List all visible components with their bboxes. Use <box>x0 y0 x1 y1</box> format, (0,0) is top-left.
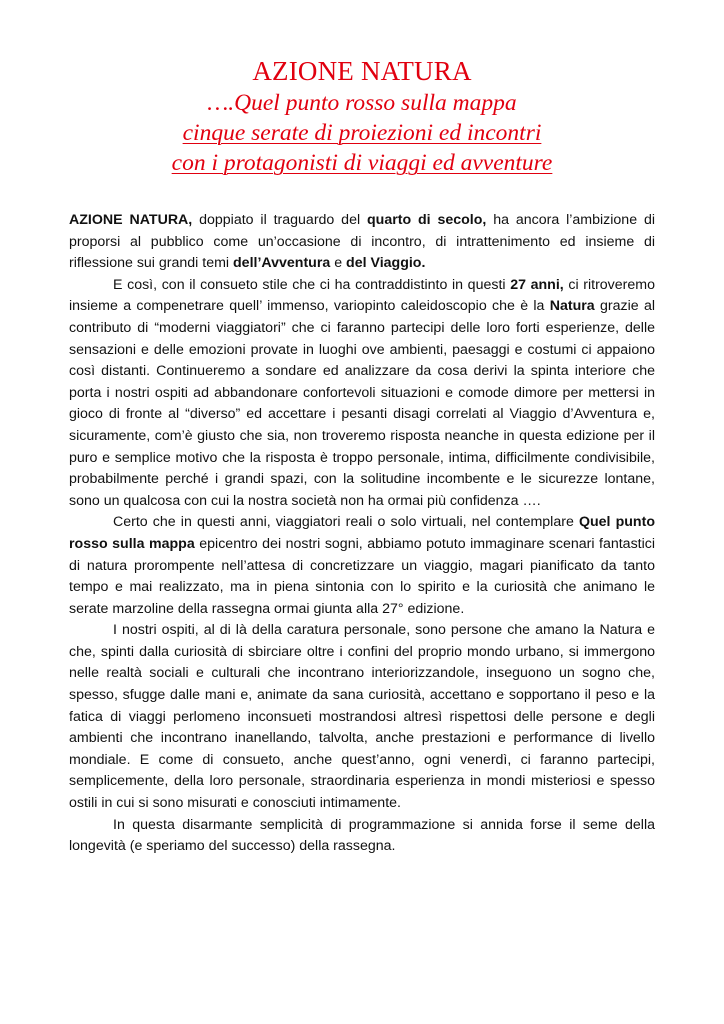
p5-text: In questa disarmante semplicità di programmazione si annida forse il seme della longevità (e speriamo del successo) della rassegna. <box>69 816 655 855</box>
p3-text-b: epicentro dei nostri sogni, abbiamo potuto immaginare scenari fantastici di natura prorompente nell’attesa di concretizzare un viaggio, magari pianificato da tanto tempo e mai realizzato, ma in piena sintonia con lo spirito e la curiosità che animano le serate marzoline della rassegna ormai giunta alla 27° edizione. <box>69 535 655 617</box>
p2-text-a: E così, con il consueto stile che ci ha contraddistinto in questi <box>113 276 511 293</box>
subtitle-line-2: cinque serate di proiezioni ed incontri <box>182 120 542 146</box>
paragraph-5 <box>69 815 655 858</box>
p1-bold-b: dell’Avventura <box>233 255 331 272</box>
p1-text-b: ha ancora l’ambizione di proporsi al pubblico come un’occasione di incontro, di intrattenimento ed insieme di riflessione sui grandi temi <box>69 212 655 272</box>
subtitle-line-1: ….Quel punto rosso sulla mappa <box>207 90 517 116</box>
p1-bold-c: del Viaggio. <box>346 255 426 272</box>
p2-bold-b: Natura <box>549 298 595 315</box>
paragraph-2 <box>69 275 655 513</box>
p1-text-c: e <box>330 255 347 272</box>
paragraph-4 <box>69 620 655 814</box>
p2-bold-a: 27 anni, <box>510 276 564 293</box>
org-name: AZIONE NATURA, <box>69 212 193 228</box>
document-title: AZIONE NATURA <box>252 56 472 86</box>
paragraph-3 <box>69 512 655 620</box>
p2-text-c: grazie al contributo di “moderni viaggiatori” che ci faranno partecipi delle loro forti esperienze, delle sensazioni e delle emozioni provate in luoghi ove ambienti, paesaggi e costumi ci appaiono così distanti. Continueremo a sondare ed analizzare da cosa derivi la spinta interiore che porta i nostri ospiti ad abbandonare confortevoli situazioni e comode dimore per mettersi in gioco di fronte al “diverso” ed accettare i pesanti disagi correlati al Viaggio d’Avventura e, sicuramente, com’è giusto che sia, non troveremo risposta neanche in questa edizione per il puro e semplice motivo che la risposta è troppo personale, intima, difficilmente condivisibile, probabilmente perché i grandi spazi, con la solitudine incombente e le sicurezze lontane, sono un qualcosa con cui la nostra società non ha ormai più confidenza …. <box>69 298 655 509</box>
p3-text-a: Certo che in questi anni, viaggiatori reali o solo virtuali, nel contemplare <box>113 514 579 531</box>
p4-text: I nostri ospiti, al di là della caratura personale, sono persone che amano la Natura e che, spinti dalla curiosità di sbirciare oltre i confini del proprio mondo urbano, si immergono nelle realtà sociali e culturali che incontrano interiorizzandole, inseguono un sogno che, spesso, sfugge dalle mani e, animate da sana curiosità, accettano e sopportano il peso e la fatica di viaggi perlomeno inconsueti mostrandosi altresì rispettosi delle persone e degli ambienti che incontrano inanellando, talvolta, anche prestazioni e performance di livello mondiale. E come di consueto, anche quest’anno, ogni venerdì, ci faranno partecipi, semplicemente, della loro personale, straordinaria esperienza in mondi misteriosi e spesso ostili in cui si sono misurati e conosciuti intimamente. <box>69 622 655 812</box>
title-block <box>0 54 724 178</box>
p2-text-b: ci ritroveremo insieme a compenetrare quell’ immenso, variopinto caleidoscopio che è la <box>69 276 655 315</box>
document-body <box>69 210 655 858</box>
p1-bold-a: quarto di secolo, <box>366 212 487 228</box>
p1-text-a: doppiato il traguardo del <box>192 212 367 228</box>
p3-bold-a: Quel punto rosso sulla mappa <box>69 514 655 552</box>
subtitle-line-3: con i protagonisti di viaggi ed avventure <box>171 150 553 176</box>
paragraph-1 <box>69 210 655 275</box>
